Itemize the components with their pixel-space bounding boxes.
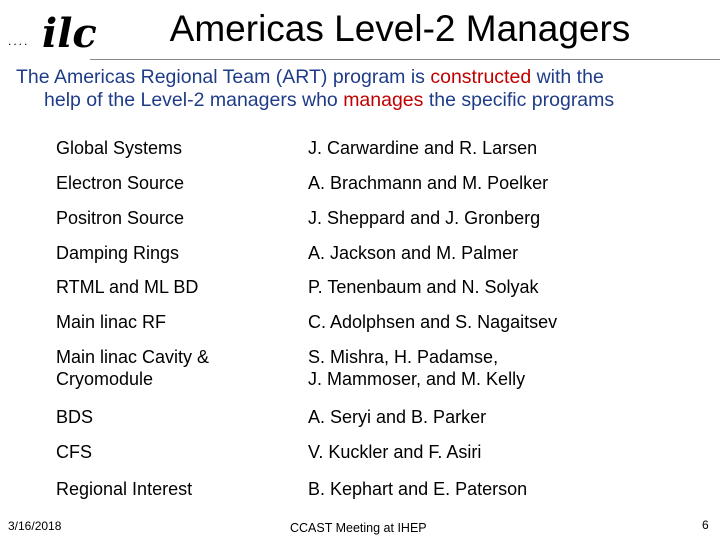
page-number: 6 (702, 518, 709, 532)
system-name: BDS (56, 407, 94, 427)
logo-mark: ilc (42, 10, 97, 57)
manager-names: S. Mishra, H. Padamse, J. Mammoser, and M. Kelly (308, 347, 526, 389)
manager-names: J. Carwardine and R. Larsen (308, 138, 538, 158)
system-name: Positron Source (56, 208, 185, 228)
intro-highlight-1: constructed (430, 66, 532, 88)
table-row (56, 406, 698, 428)
system-name: Damping Rings (56, 243, 180, 263)
manager-names: P. Tenenbaum and N. Solyak (308, 277, 539, 297)
intro-text (16, 66, 716, 112)
table-row (56, 311, 698, 333)
table-row (56, 276, 698, 298)
footer-date: 3/16/2018 (8, 519, 62, 533)
system-name: Electron Source (56, 173, 185, 193)
logo-dots: .... (8, 34, 30, 48)
system-name: Main linac Cavity & Cryomodule (56, 347, 210, 389)
table-row (56, 172, 698, 194)
manager-names: A. Seryi and B. Parker (308, 407, 487, 427)
table-row (56, 137, 698, 159)
system-name: Regional Interest (56, 479, 193, 499)
manager-names: A. Jackson and M. Palmer (308, 243, 519, 263)
intro-line-1: The Americas Regional Team (ART) program is constructed with the (16, 66, 604, 88)
system-name: RTML and ML BD (56, 277, 199, 297)
table-row (56, 441, 698, 463)
slide-title: Americas Level-2 Managers (169, 8, 631, 49)
intro-line-2: help of the Level-2 managers who manages the specific programs (44, 89, 615, 111)
footer-meeting: CCAST Meeting at IHEP (290, 521, 427, 535)
title-divider (90, 59, 720, 60)
intro-highlight-2: manages (343, 89, 424, 111)
ilc-logo (8, 10, 97, 60)
manager-names: V. Kuckler and F. Asiri (308, 442, 482, 462)
table-row (56, 346, 698, 390)
system-name: CFS (56, 442, 92, 462)
table-row (56, 207, 698, 229)
manager-names: C. Adolphsen and S. Nagaitsev (308, 312, 558, 332)
manager-names: B. Kephart and E. Paterson (308, 479, 528, 499)
system-name: Main linac RF (56, 312, 167, 332)
system-name: Global Systems (56, 138, 183, 158)
manager-names: J. Sheppard and J. Gronberg (308, 208, 541, 228)
table-row (56, 478, 698, 500)
manager-names: A. Brachmann and M. Poelker (308, 173, 549, 193)
table-row (56, 242, 698, 264)
